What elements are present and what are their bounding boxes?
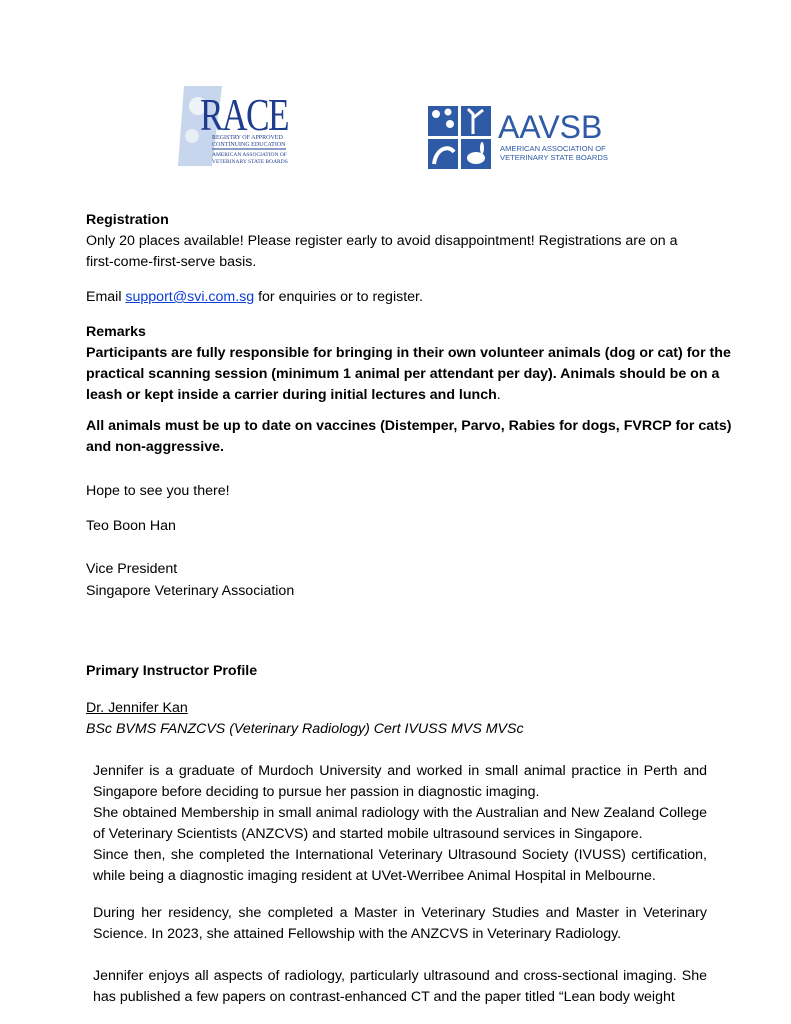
- remarks-p1-end: .: [496, 387, 501, 403]
- svg-text:VETERINARY STATE BOARDS: VETERINARY STATE BOARDS: [500, 153, 608, 162]
- email-suffix: for enquiries or to register.: [254, 289, 423, 305]
- profile-para-1: Jennifer is a graduate of Murdoch University and worked in small animal practice in Perth and Singapore before deciding to pursue her passion in diagnostic imaging.: [93, 763, 707, 800]
- svg-text:AAVSB: [498, 109, 602, 145]
- instructor-name: Dr. Jennifer Kan: [86, 700, 188, 716]
- registration-line-1: Only 20 places available! Please register early to avoid disappointment! Registrations are on a: [86, 233, 678, 249]
- svg-text:REGISTRY OF APPROVED: REGISTRY OF APPROVED: [212, 135, 283, 141]
- svg-text:CONTINUING EDUCATION: CONTINUING EDUCATION: [212, 142, 286, 148]
- profile-para-2: She obtained Membership in small animal radiology with the Australian and New Zealand College of Veterinary Scientists (ANZCVS) and started mobile ultrasound services in Singapore.: [93, 805, 707, 842]
- closing-hope: Hope to see you there!: [86, 483, 230, 499]
- svg-text:RACE: [200, 89, 288, 140]
- svg-text:VETERINARY STATE BOARDS: VETERINARY STATE BOARDS: [212, 159, 288, 165]
- profile-para-3: Since then, she completed the International Veterinary Ultrasound Society (IVUSS) certification, while being a diagnostic imaging resident at UVet-Werribee Animal Hospital in Melbourne.: [93, 847, 707, 884]
- remarks-p2-line-1: All animals must be up to date on vaccines (Distemper, Parvo, Rabies for dogs, FVRCP for cats): [86, 418, 732, 434]
- closing-org: Singapore Veterinary Association: [86, 583, 295, 599]
- profile-para-4: During her residency, she completed a Master in Veterinary Studies and Master in Veterinary Science. In 2023, she attained Fellowship with the ANZCVS in Veterinary Radiology.: [93, 905, 707, 942]
- remarks-p1-line-3: leash or kept inside a carrier during initial lectures and lunch: [86, 387, 497, 403]
- aavsb-logo: [428, 104, 624, 174]
- remarks-p2-line-2: and non-aggressive.: [86, 439, 224, 455]
- email-prefix: Email: [86, 289, 126, 305]
- instructor-credentials: BSc BVMS FANZCVS (Veterinary Radiology) Cert IVUSS MVS MVSc: [86, 721, 524, 737]
- race-big-text: RACE: [200, 89, 288, 140]
- remarks-heading: Remarks: [86, 324, 146, 340]
- remarks-p1-line-2: practical scanning session (minimum 1 animal per attendant per day). Animals should be on a: [86, 366, 720, 382]
- profile-para-5: Jennifer enjoys all aspects of radiology, particularly ultrasound and cross-sectional imaging. She has published a few papers on contrast-enhanced CT and the paper titled “Lean body weight: [93, 968, 707, 1005]
- svg-text:AMERICAN ASSOCIATION OF: AMERICAN ASSOCIATION OF: [500, 144, 606, 153]
- aavsb-big-text: AAVSB: [498, 109, 603, 145]
- remarks-p1-line-1: Participants are fully responsible for bringing in their own volunteer animals (dog or cat) for the: [86, 345, 731, 361]
- profile-heading: Primary Instructor Profile: [86, 663, 258, 679]
- registration-line-2: first-come-first-serve basis.: [86, 254, 257, 270]
- closing-title: Vice President: [86, 561, 178, 577]
- registration-heading: Registration: [86, 212, 169, 228]
- email-line: [86, 287, 423, 308]
- svg-text:AMERICAN ASSOCIATION OF: AMERICAN ASSOCIATION OF: [212, 152, 287, 158]
- race-logo: [178, 86, 290, 166]
- remarks-p1-line-3-wrap: [86, 385, 501, 406]
- email-link[interactable]: support@svi.com.sg: [125, 289, 255, 305]
- closing-name: Teo Boon Han: [86, 518, 176, 534]
